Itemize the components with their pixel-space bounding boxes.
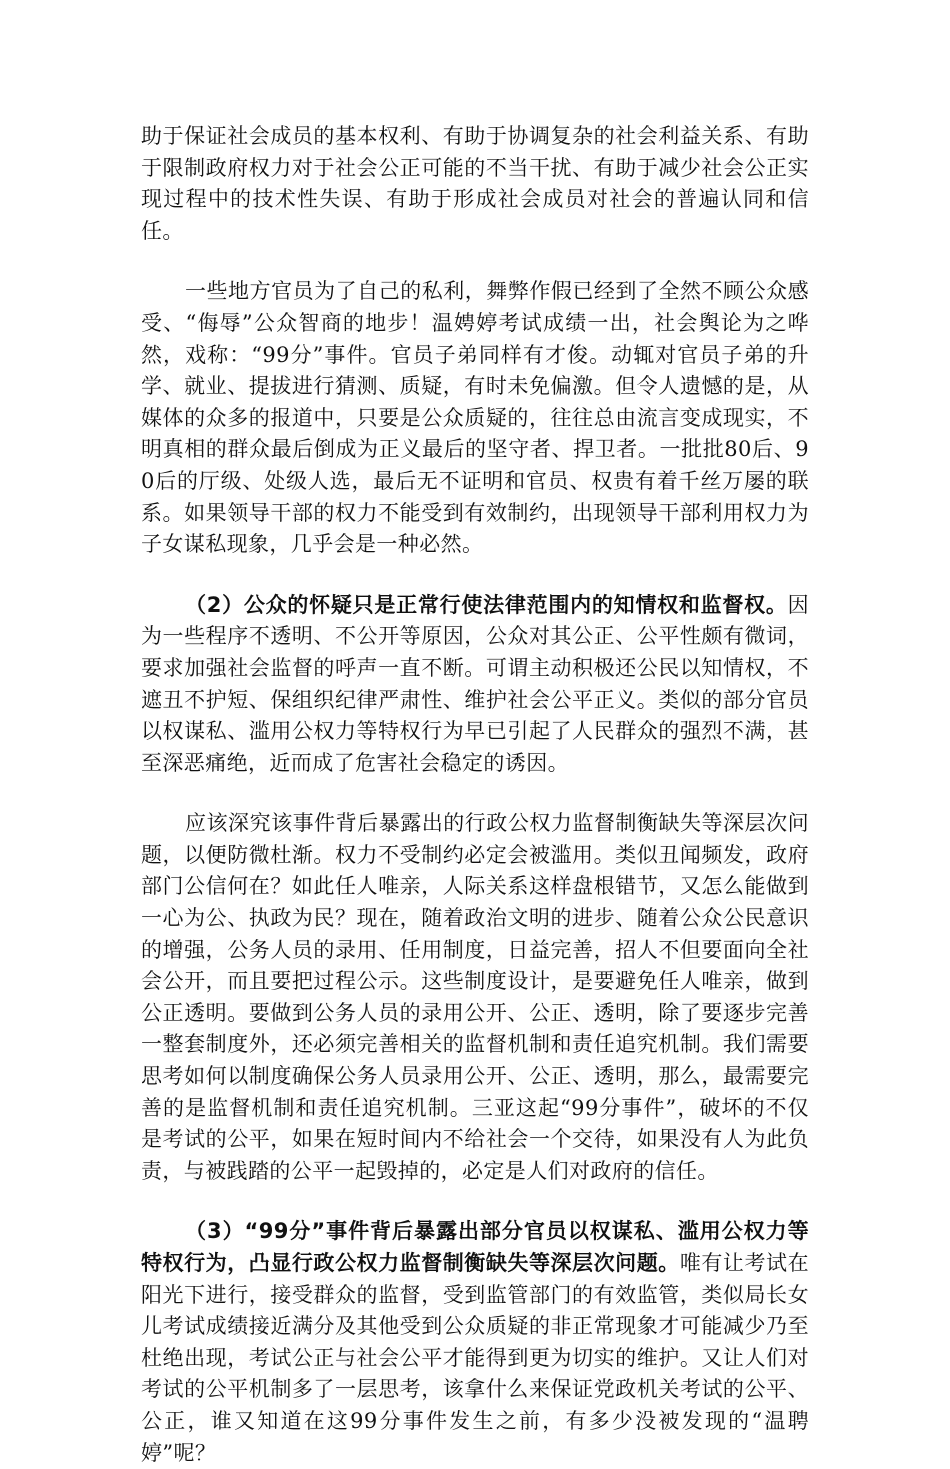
paragraph-gap <box>141 779 809 808</box>
paragraph-5 <box>141 1216 809 1469</box>
paragraph-3-body: 因为一些程序不透明、不公开等原因，公众对其公正、公平性颇有微词，要求加强社会监督的呼声一直不断。可谓主动积极还公民以知情权，不遮丑不护短、保组织纪律严肃性、维护社会公平正义。类似的部分官员以权谋私、滥用公权力等特权行为早已引起了人民群众的强烈不满，甚至深恶痛绝，近而成了危害社会稳定的诱因。 <box>141 592 809 775</box>
paragraph-gap <box>141 561 809 590</box>
paragraph-gap <box>141 1187 809 1216</box>
paragraph-3-heading: （2）公众的怀疑只是正常行使法律范围内的知情权和监督权。 <box>185 592 788 617</box>
paragraph-gap <box>141 247 809 276</box>
paragraph-1: 助于保证社会成员的基本权利、有助于协调复杂的社会利益关系、有助于限制政府权力对于社会公正可能的不当干扰、有助于减少社会公正实现过程中的技术性失误、有助于形成社会成员对社会的普遍认同和信任。 <box>141 124 809 243</box>
paragraph-5-body: 唯有让考试在阳光下进行，接受群众的监督，受到监管部门的有效监管，类似局长女儿考试成绩接近满分及其他受到公众质疑的非正常现象才可能减少乃至杜绝出现，考试公正与社会公平才能得到更为切实的维护。又让人们对考试的公平机制多了一层思考，该拿什么来保证党政机关考试的公平、公正，谁又知道在这99分事件发生之前，有多少没被发现的“温聘婷”呢？ <box>141 1251 809 1465</box>
paragraph-3 <box>141 590 809 780</box>
document-page <box>141 121 809 1469</box>
paragraph-5-heading: （3）“99分”事件背后暴露出部分官员以权谋私、滥用公权力等特权行为，凸显行政公权力监督制衡缺失等深层次问题。 <box>141 1219 809 1275</box>
paragraph-2: 一些地方官员为了自己的私利，舞弊作假已经到了全然不顾公众感受、“侮辱”公众智商的地步！温娉婷考试成绩一出，社会舆论为之哗然，戏称：“99分”事件。官员子弟同样有才俊。动辄对官员子弟的升学、就业、提拔进行猜测、质疑，有时未免偏激。但令人遗憾的是，从媒体的众多的报道中，只要是公众质疑的，往往总由流言变成现实，不明真相的群众最后倒成为正义最后的坚守者、捍卫者。一批批80后、90后的厅级、处级人选，最后无不证明和官员、权贵有着千丝万屡的联系。如果领导干部的权力不能受到有效制约，出现领导干部利用权力为子女谋私现象，几乎会是一种必然。 <box>141 279 809 557</box>
paragraph-4: 应该深究该事件背后暴露出的行政公权力监督制衡缺失等深层次问题，以便防微杜渐。权力不受制约必定会被滥用。类似丑闻频发，政府部门公信何在？如此任人唯亲，人际关系这样盘根错节，又怎么能做到一心为公、执政为民？现在，随着政治文明的进步、随着公众公民意识的增强，公务人员的录用、任用制度，日益完善，招人不但要面向全社会公开，而且要把过程公示。这些制度设计，是要避免任人唯亲，做到公正透明。要做到公务人员的录用公开、公正、透明，除了要逐步完善一整套制度外，还必须完善相关的监督机制和责任追究机制。我们需要思考如何以制度确保公务人员录用公开、公正、透明，那么，最需要完善的是监督机制和责任追究机制。三亚这起“99分事件”，破坏的不仅是考试的公平，如果在短时间内不给社会一个交待，如果没有人为此负责，与被践踏的公平一起毁掉的，必定是人们对政府的信任。 <box>141 811 809 1183</box>
